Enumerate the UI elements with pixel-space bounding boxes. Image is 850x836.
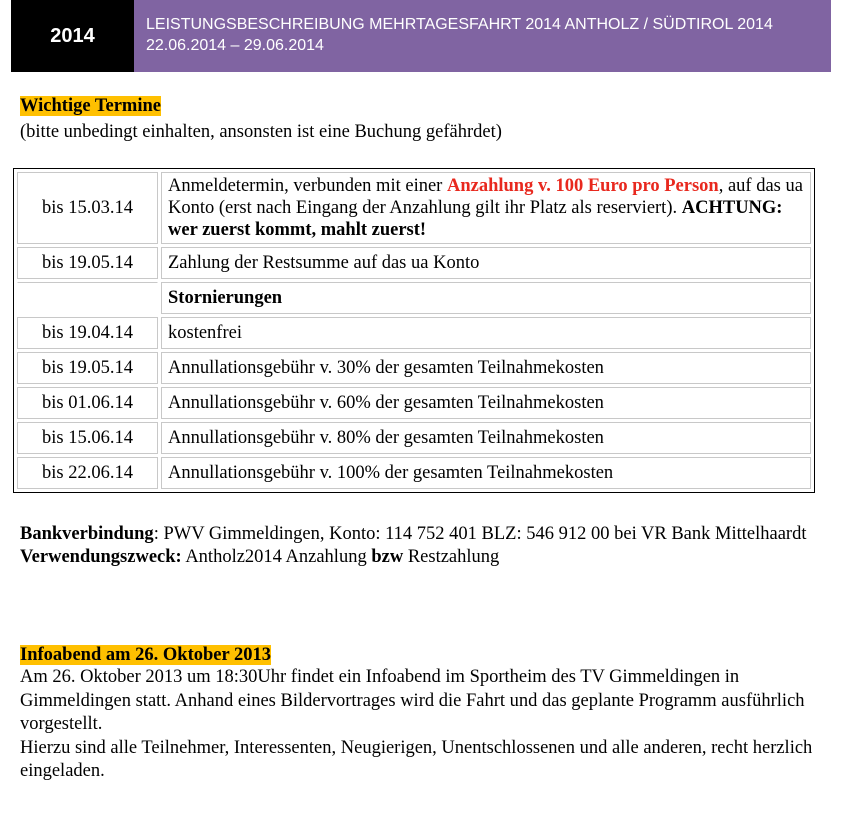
row-date: bis 01.06.14 xyxy=(17,387,158,419)
termine-table xyxy=(13,168,815,493)
row-text-part: , auf das ua Konto (erst nach Eingang der Anzahlung gilt ihr Platz als reserviert). xyxy=(168,176,803,218)
row-date-empty xyxy=(17,282,158,314)
row-text: Annullationsgebühr v. 100% der gesamten Teilnahmekosten xyxy=(161,457,811,489)
row-text: Annullationsgebühr v. 30% der gesamten Teilnahmekosten xyxy=(161,352,811,384)
table-row xyxy=(17,422,811,454)
info-title: Infoabend am 26. Oktober 2013 xyxy=(20,645,271,665)
row-date: bis 19.05.14 xyxy=(17,247,158,279)
purpose-bold: bzw xyxy=(371,547,404,567)
table-row xyxy=(17,457,811,489)
bank-details xyxy=(20,523,820,546)
purpose-text-end: Restzahlung xyxy=(403,547,500,567)
row-date: bis 15.06.14 xyxy=(17,422,158,454)
row-text-part: Anmeldetermin, verbunden mit einer xyxy=(168,176,447,196)
storno-heading-text: Stornierungen xyxy=(168,288,283,308)
header-title-line2: 22.06.2014 – 29.06.2014 xyxy=(146,37,324,54)
row-date: bis 15.03.14 xyxy=(17,172,158,244)
info-heading xyxy=(20,644,271,666)
header-title xyxy=(134,0,831,72)
termine-subtitle: (bitte unbedingt einhalten, ansonsten ist eine Buchung gefährdet) xyxy=(20,122,502,142)
row-text: Zahlung der Restsumme auf das ua Konto xyxy=(161,247,811,279)
storno-heading xyxy=(161,282,811,314)
anzahlung-highlight: Anzahlung v. 100 Euro pro Person xyxy=(446,176,719,196)
info-body xyxy=(20,666,830,784)
termine-title: Wichtige Termine xyxy=(20,96,161,116)
year-badge: 2014 xyxy=(11,0,134,72)
row-text xyxy=(161,172,811,244)
row-text: Annullationsgebühr v. 80% der gesamten Teilnahmekosten xyxy=(161,422,811,454)
row-text: Annullationsgebühr v. 60% der gesamten Teilnahmekosten xyxy=(161,387,811,419)
purpose-text: Antholz2014 Anzahlung xyxy=(181,547,372,567)
info-paragraph: Am 26. Oktober 2013 um 18:30Uhr findet ein Infoabend im Sportheim des TV Gimmeldingen in Gimmeldingen statt. Anhand eines Bildervortrages wird die Fahrt und das geplante Programm ausführlich vorgestellt. xyxy=(20,667,805,734)
bank-text: : PWV Gimmeldingen, Konto: 114 752 401 BLZ: 546 912 00 bei VR Bank Mittelhaardt xyxy=(153,524,807,544)
bank-section xyxy=(20,523,820,569)
table-row xyxy=(17,172,811,244)
bank-label: Bankverbindung xyxy=(20,524,154,544)
table-row xyxy=(17,247,811,279)
row-date: bis 19.05.14 xyxy=(17,352,158,384)
row-text: kostenfrei xyxy=(161,317,811,349)
table-row xyxy=(17,317,811,349)
payment-purpose xyxy=(20,546,820,569)
achtung-notice: ACHTUNG: wer zuerst kommt, mahlt zuerst! xyxy=(168,198,783,240)
row-date: bis 22.06.14 xyxy=(17,457,158,489)
page-header xyxy=(11,0,831,72)
table-row xyxy=(17,352,811,384)
header-title-line1: LEISTUNGSBESCHREIBUNG MEHRTAGESFAHRT 2014 ANTHOLZ / SÜDTIROL 2014 xyxy=(146,16,773,33)
purpose-label: Verwendungszweck: xyxy=(20,547,182,567)
termine-heading xyxy=(20,95,161,117)
info-paragraph: Hierzu sind alle Teilnehmer, Interessenten, Neugierigen, Unentschlossenen und alle anderen, recht herzlich eingeladen. xyxy=(20,737,813,781)
table-row xyxy=(17,387,811,419)
row-date: bis 19.04.14 xyxy=(17,317,158,349)
table-row xyxy=(17,282,811,314)
